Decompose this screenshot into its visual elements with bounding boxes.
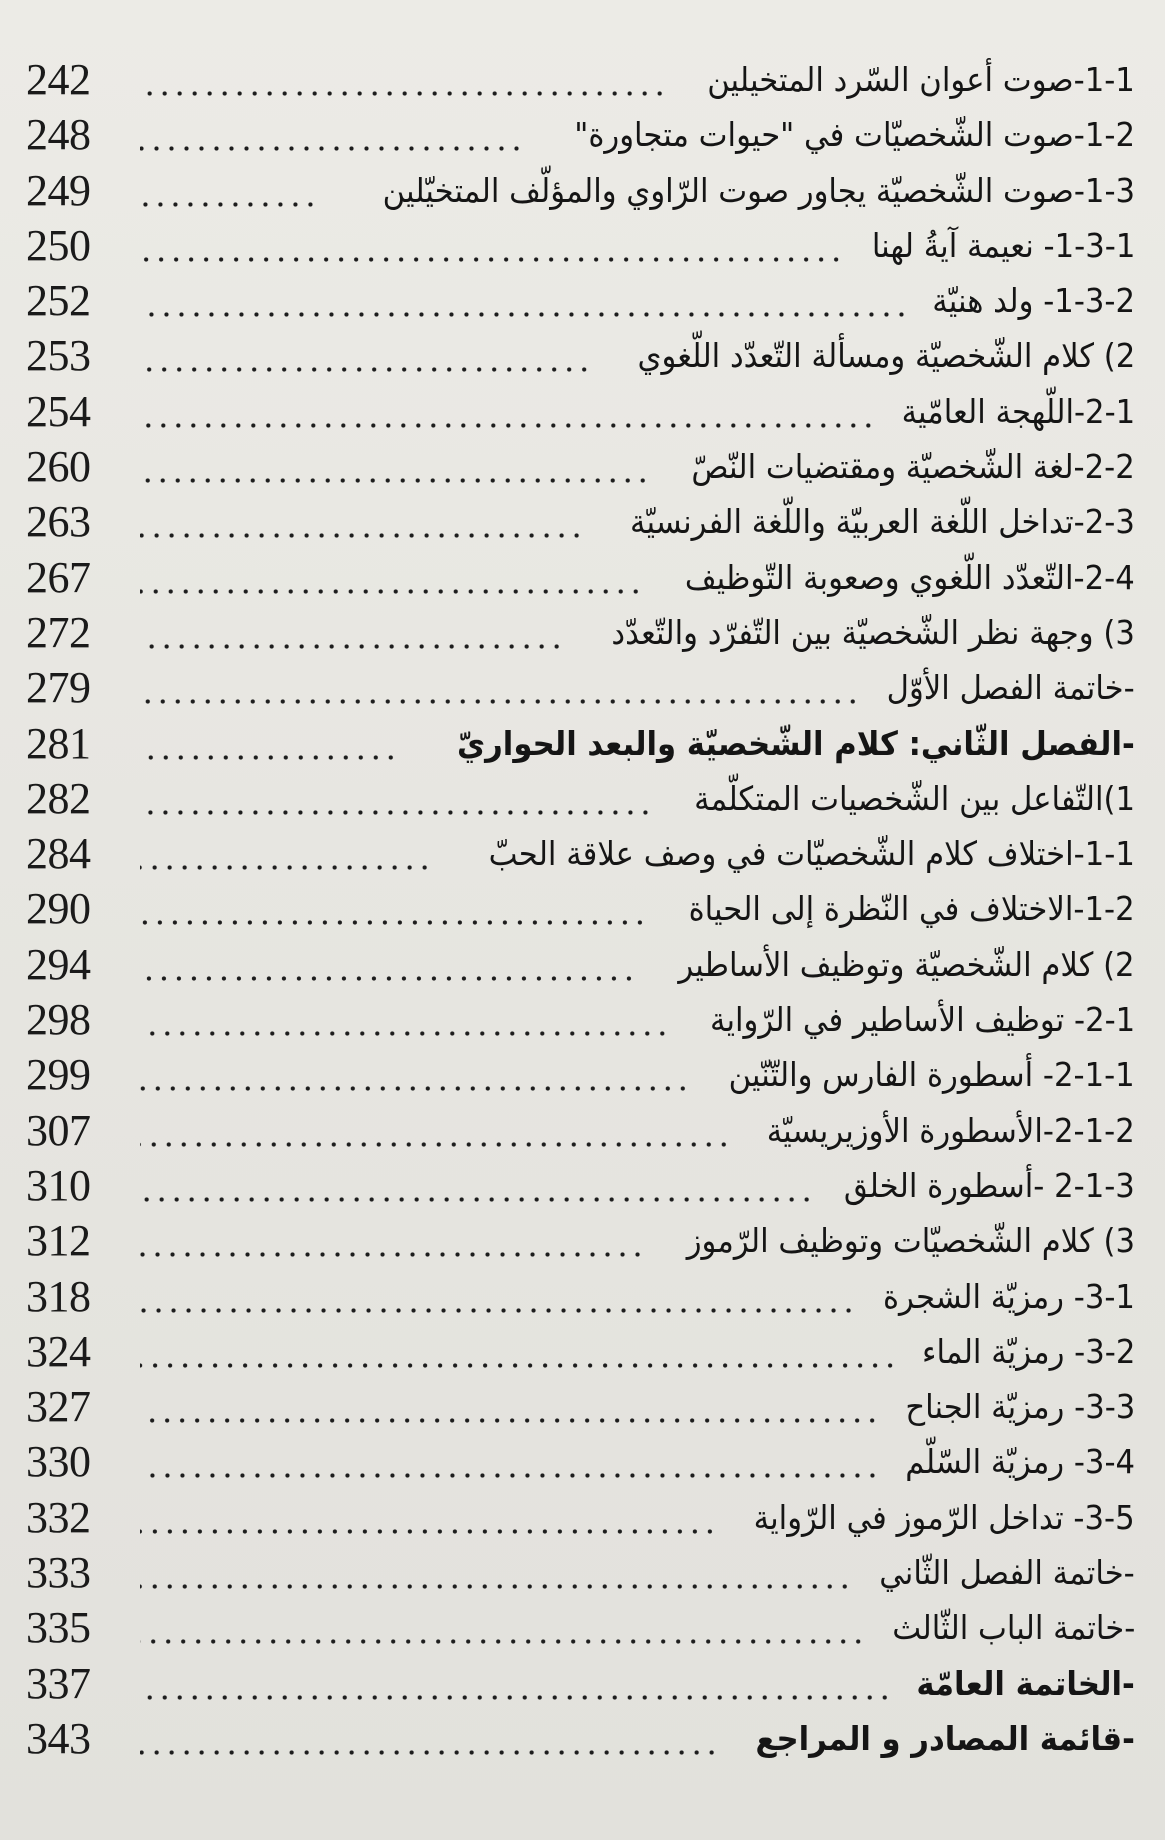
toc-entry-title: 3-3- رمزيّة الجناح xyxy=(904,1387,1135,1427)
toc-entry-line xyxy=(140,220,1135,272)
dot-leader xyxy=(140,423,876,428)
dot-leader xyxy=(140,146,524,151)
dot-leader xyxy=(140,312,909,317)
page-number: 242 xyxy=(26,55,91,104)
toc-entry-line xyxy=(140,883,1135,935)
toc-entry-line xyxy=(140,496,1135,548)
toc-entry-line xyxy=(140,1436,1135,1488)
toc-entry-line xyxy=(140,330,1135,382)
toc-entry-title: 3-2- رمزيّة الماء xyxy=(921,1331,1135,1371)
page-number: 343 xyxy=(26,1713,91,1763)
page-number: 260 xyxy=(26,442,91,492)
toc-entry xyxy=(0,1213,1165,1268)
toc-entry xyxy=(0,660,1165,715)
page-number: 267 xyxy=(26,552,91,602)
table-of-contents xyxy=(0,52,1165,1766)
toc-entry-title: 3-5- تداخل الرّموز في الرّواية xyxy=(754,1497,1135,1537)
page-number: 298 xyxy=(26,995,91,1045)
page-number: 330 xyxy=(26,1437,91,1487)
toc-entry-line xyxy=(140,54,1135,106)
toc-entry-line xyxy=(140,275,1135,327)
page-number: 254 xyxy=(26,386,91,436)
dot-leader xyxy=(140,699,860,704)
toc-entry-title: 1-2-الاختلاف في النّظرة إلى الحياة xyxy=(688,889,1135,929)
toc-entry xyxy=(0,605,1165,660)
dot-leader xyxy=(140,755,398,760)
dot-leader xyxy=(140,1639,866,1644)
toc-entry-title: 1)التّفاعل بين الشّخصيات المتكلّمة xyxy=(694,778,1135,818)
dot-leader xyxy=(140,865,432,870)
dot-leader xyxy=(140,589,643,594)
page-number: 282 xyxy=(26,773,91,823)
dot-leader xyxy=(140,1529,717,1534)
toc-entry-title: 2) كلام الشّخصيّة ومسألة التّعدّد اللّغوي xyxy=(637,336,1135,376)
toc-entry xyxy=(0,1656,1165,1711)
toc-entry-line xyxy=(140,1215,1135,1267)
dot-leader xyxy=(140,1142,731,1147)
dot-leader xyxy=(140,1473,880,1478)
toc-entry-title: 2-3-تداخل اللّغة العربيّة واللّغة الفرنسيّة xyxy=(630,502,1135,542)
page-number: 249 xyxy=(26,165,91,215)
toc-entry-title: 2) كلام الشّخصيّة وتوظيف الأساطير xyxy=(678,944,1135,984)
toc-entry xyxy=(0,881,1165,936)
page-number: 252 xyxy=(26,276,91,326)
toc-entry xyxy=(0,218,1165,273)
toc-entry-title: 3) وجهة نظر الشّخصيّة بين التّفرّد والتّعدّد xyxy=(611,612,1135,652)
dot-leader xyxy=(140,1086,690,1091)
toc-entry-line xyxy=(140,939,1135,991)
toc-entry-title: 2-1-2-الأسطورة الأوزيريسيّة xyxy=(766,1110,1135,1150)
toc-entry-line xyxy=(140,1492,1135,1544)
dot-leader xyxy=(140,1418,880,1423)
toc-entry xyxy=(0,328,1165,383)
toc-entry-title: -خاتمة الفصل الثّاني xyxy=(879,1553,1135,1593)
page-number: 312 xyxy=(26,1216,91,1266)
toc-entry xyxy=(0,273,1165,328)
toc-entry xyxy=(0,494,1165,549)
dot-leader xyxy=(140,644,564,649)
toc-entry xyxy=(0,439,1165,494)
dot-leader xyxy=(140,1363,898,1368)
dot-leader xyxy=(140,1584,852,1589)
dot-leader xyxy=(140,257,844,262)
toc-entry xyxy=(0,1711,1165,1766)
dot-leader xyxy=(140,478,650,483)
page-number: 279 xyxy=(26,663,91,713)
dot-leader xyxy=(140,920,647,925)
page-number: 272 xyxy=(26,607,91,657)
toc-entry-line xyxy=(140,662,1135,714)
toc-entry-title: 1-3-2- ولد هنيّة xyxy=(932,281,1135,321)
toc-entry-line xyxy=(140,552,1135,604)
toc-entry-title: 2-2-لغة الشّخصيّة ومقتضيات النّصّ xyxy=(691,447,1135,487)
toc-entry-title: 2-1- توظيف الأساطير في الرّواية xyxy=(709,1000,1135,1040)
dot-leader xyxy=(140,1197,814,1202)
toc-entry-title: 1-2-صوت الشّخصيّات في "حيوات متجاورة" xyxy=(574,115,1135,155)
dot-leader xyxy=(140,976,636,981)
toc-entry-line xyxy=(140,165,1135,217)
toc-entry xyxy=(0,107,1165,162)
toc-entry-line xyxy=(140,1326,1135,1378)
toc-entry-title: -الخاتمة العامّة xyxy=(916,1663,1135,1703)
toc-entry-line xyxy=(140,994,1135,1046)
dot-leader xyxy=(140,91,667,96)
toc-entry-line xyxy=(140,607,1135,659)
toc-entry xyxy=(0,1269,1165,1324)
toc-entry-line xyxy=(140,386,1135,438)
page-number: 299 xyxy=(26,1050,91,1100)
toc-entry-title: 3-1- رمزيّة الشجرة xyxy=(883,1276,1135,1316)
toc-entry xyxy=(0,1047,1165,1102)
page-number: 263 xyxy=(26,497,91,547)
toc-entry-title: -خاتمة الباب الثّالث xyxy=(891,1608,1135,1648)
toc-entry-title: 1-1-صوت أعوان السّرد المتخيلين xyxy=(707,60,1135,99)
page-number: 310 xyxy=(26,1160,91,1210)
toc-entry-line xyxy=(140,1713,1135,1765)
page-number: 284 xyxy=(26,829,91,879)
toc-entry xyxy=(0,1158,1165,1213)
toc-entry xyxy=(0,1379,1165,1434)
toc-entry-line xyxy=(140,1160,1135,1212)
toc-entry xyxy=(0,1600,1165,1655)
toc-entry-title: -قائمة المصادر و المراجع xyxy=(755,1718,1135,1758)
toc-entry xyxy=(0,550,1165,605)
page-number: 318 xyxy=(26,1271,91,1321)
toc-entry xyxy=(0,1434,1165,1489)
page-number: 327 xyxy=(26,1382,91,1432)
toc-entry xyxy=(0,1324,1165,1379)
page-number: 294 xyxy=(26,939,91,989)
toc-entry-title: 1-3-1- نعيمة آيةُ لهنا xyxy=(871,225,1135,265)
toc-entry-title: 2-1-3 -أسطورة الخلق xyxy=(844,1165,1135,1205)
page-number: 281 xyxy=(26,718,91,768)
page-number: 335 xyxy=(26,1603,91,1653)
dot-leader xyxy=(140,367,592,372)
page-number: 324 xyxy=(26,1326,91,1376)
toc-entry-title: 2-1-اللّهجة العامّية xyxy=(901,391,1135,431)
toc-entry xyxy=(0,716,1165,771)
dot-leader xyxy=(140,1750,719,1755)
toc-entry-title: 2-4-التّعدّد اللّغوي وصعوبة التّوظيف xyxy=(685,557,1135,597)
page-number: 250 xyxy=(26,220,91,270)
toc-entry-title: 3-4- رمزيّة السّلّم xyxy=(905,1442,1135,1482)
toc-entry xyxy=(0,384,1165,439)
toc-entry-line xyxy=(140,718,1135,770)
toc-entry-title: 1-3-صوت الشّخصيّة يجاور صوت الرّاوي والمؤلّف المتخيّلين xyxy=(382,170,1135,210)
dot-leader xyxy=(140,1031,670,1036)
toc-entry-title: 1-1-اختلاف كلام الشّخصيّات في وصف علاقة الحبّ xyxy=(488,834,1135,874)
toc-entry xyxy=(0,826,1165,881)
toc-entry xyxy=(0,52,1165,107)
page-number: 307 xyxy=(26,1105,91,1155)
toc-entry-title: -خاتمة الفصل الأوّل xyxy=(886,668,1135,708)
page-number: 248 xyxy=(26,110,91,160)
page-number: 332 xyxy=(26,1492,91,1542)
toc-entry xyxy=(0,1103,1165,1158)
page-number: 290 xyxy=(26,884,91,934)
toc-entry xyxy=(0,992,1165,1047)
toc-entry xyxy=(0,937,1165,992)
dot-leader xyxy=(140,810,653,815)
toc-entry-line xyxy=(140,1049,1135,1101)
toc-entry-line xyxy=(140,1381,1135,1433)
page-number: 333 xyxy=(26,1548,91,1598)
toc-entry-line xyxy=(140,109,1135,161)
dot-leader xyxy=(140,1252,645,1257)
dot-leader xyxy=(140,202,318,207)
toc-entry-line xyxy=(140,773,1135,825)
toc-entry-line xyxy=(140,828,1135,880)
toc-entry-line xyxy=(140,1602,1135,1654)
toc-entry xyxy=(0,163,1165,218)
toc-entry xyxy=(0,1545,1165,1600)
toc-entry-line xyxy=(140,1271,1135,1323)
toc-entry-line xyxy=(140,1105,1135,1157)
toc-entry xyxy=(0,1490,1165,1545)
page-number: 337 xyxy=(26,1658,91,1708)
toc-entry-line xyxy=(140,441,1135,493)
toc-entry-line xyxy=(140,1547,1135,1599)
toc-entry-line xyxy=(140,1658,1135,1710)
toc-entry-title: 3) كلام الشّخصيّات وتوظيف الرّموز xyxy=(686,1221,1135,1261)
dot-leader xyxy=(140,1695,892,1700)
toc-entry-title: -الفصل الثّاني: كلام الشّخصيّة والبعد الحواريّ xyxy=(457,723,1135,763)
page-number: 253 xyxy=(26,331,91,381)
toc-entry xyxy=(0,771,1165,826)
dot-leader xyxy=(140,533,584,538)
toc-entry-title: 2-1-1- أسطورة الفارس والتّنّين xyxy=(728,1055,1135,1095)
dot-leader xyxy=(140,1308,856,1313)
